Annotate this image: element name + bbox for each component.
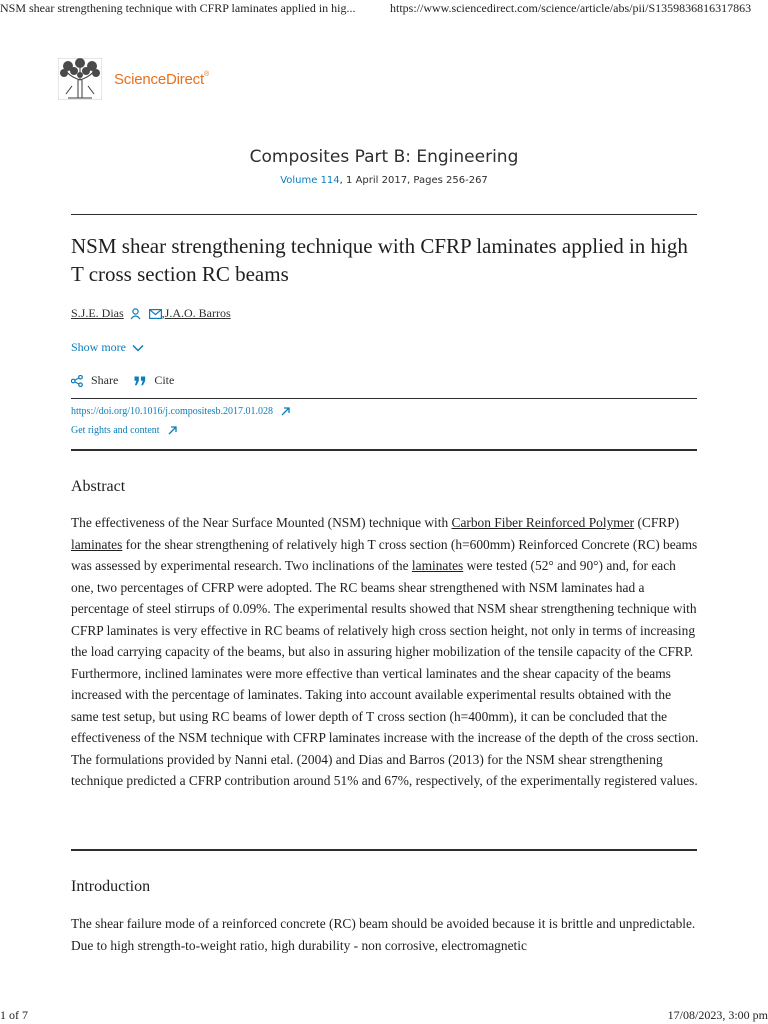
author-separator: , bbox=[161, 306, 165, 320]
print-date: 17/08/2023, 3:00 pm bbox=[667, 1008, 768, 1022]
quote-icon bbox=[134, 376, 146, 386]
abstract-text-run: were tested (52° and 90°) and, for each one, two percentages of CFRP were adopted. The RC beams shear strengthened with NSM laminates had a percentage of steel stirrups of 0.09%. The experimental results showed that NSM shear strengthening technique with CFRP laminates is very effective in RC beams of relatively high cross section height, not only in terms of increasing the load carrying capacity of the beams, but also in assuring higher mobilization of the tensile capacity of the CFRP. Furthermore, inclined laminates were more effective than vertical laminates and the shear capacity of the beams increased with the percentage of laminates. Taking into account available experimental results obtained with the same test setup, but using RC beams of lower depth of T cross section (h=400mm), it can be concluded that the effectiveness of the NSM technique with CFRP laminates increase with the increase of the depth of the cross section. The formulations provided by Nanni etal. (2004) and Dias and Barros (2013) for the NSM shear strengthening technique predicted a CFRP contribution around 51% and 67%, respectively, of the experimentally registered values. bbox=[71, 558, 699, 788]
glossary-link[interactable]: laminates bbox=[411, 558, 464, 573]
page-number: 1 of 7 bbox=[0, 1008, 28, 1022]
external-arrow-icon bbox=[281, 407, 290, 416]
abstract-text-run: The effectiveness of the Near Surface Mounted (NSM) technique with bbox=[71, 515, 452, 530]
share-label: Share bbox=[91, 373, 119, 387]
metadata-divider bbox=[71, 449, 697, 451]
show-more-button[interactable] bbox=[71, 340, 144, 355]
show-more-label: Show more bbox=[71, 340, 126, 354]
abstract-text-run: (CFRP) bbox=[634, 515, 680, 530]
external-arrow-icon bbox=[168, 426, 177, 435]
header-divider bbox=[71, 214, 697, 215]
rights-link[interactable] bbox=[71, 425, 177, 436]
brand-registered-mark: ® bbox=[203, 70, 209, 78]
volume-link[interactable]: Volume 114 bbox=[280, 175, 340, 186]
cite-button[interactable] bbox=[134, 373, 174, 388]
print-page-url: https://www.sciencedirect.com/science/article/abs/pii/S1359836816317863 bbox=[390, 1, 752, 15]
introduction-heading: Introduction bbox=[71, 878, 151, 895]
sciencedirect-logo[interactable] bbox=[58, 58, 209, 100]
glossary-link[interactable]: laminates bbox=[71, 536, 123, 552]
share-button[interactable] bbox=[71, 373, 118, 388]
print-header bbox=[0, 0, 768, 18]
envelope-icon[interactable] bbox=[149, 309, 162, 319]
abstract-heading: Abstract bbox=[71, 478, 126, 495]
person-icon[interactable] bbox=[130, 308, 141, 320]
print-page-title: NSM shear strengthening technique with CFRP laminates applied in hig... bbox=[0, 1, 356, 15]
introduction-text: The shear failure mode of a reinforced concrete (RC) beam should be avoided because it is brittle and unpredictable. Due to high strength-to-weight ratio, high durability - non corrosive, electromagnetic bbox=[71, 916, 696, 953]
article-actions bbox=[71, 373, 190, 388]
volume-line bbox=[0, 175, 768, 186]
abstract-divider bbox=[71, 849, 697, 851]
doi-link[interactable] bbox=[71, 406, 290, 417]
elsevier-tree-logo-icon bbox=[58, 58, 102, 100]
glossary-link[interactable]: Carbon Fiber Reinforced Polymer bbox=[451, 515, 635, 530]
chevron-down-icon bbox=[132, 344, 144, 352]
rights-label: Get rights and content bbox=[71, 425, 160, 436]
article-title: NSM shear strengthening technique with CFRP laminates applied in high T cross section RC beams bbox=[71, 234, 688, 286]
author-link[interactable]: J.A.O. Barros bbox=[164, 306, 231, 320]
abstract-text-run: for the shear strengthening of relatively high T cross section (h=600mm) Reinforced Concrete (RC) beams was assessed by experimental research. Two inclinations of the bbox=[71, 536, 698, 573]
volume-details: , 1 April 2017, Pages 256-267 bbox=[339, 175, 488, 186]
abstract-text bbox=[71, 512, 701, 792]
author-list bbox=[71, 306, 231, 321]
brand-name: ScienceDirect® bbox=[114, 70, 209, 88]
doi-label: https://doi.org/10.1016/j.compositesb.2017.01.028 bbox=[71, 406, 274, 417]
cite-label: Cite bbox=[154, 373, 175, 387]
actions-divider bbox=[71, 398, 697, 399]
author-link[interactable]: S.J.E. Dias bbox=[71, 306, 124, 320]
share-icon bbox=[71, 375, 83, 387]
journal-title[interactable]: Composites Part B: Engineering bbox=[249, 147, 519, 167]
